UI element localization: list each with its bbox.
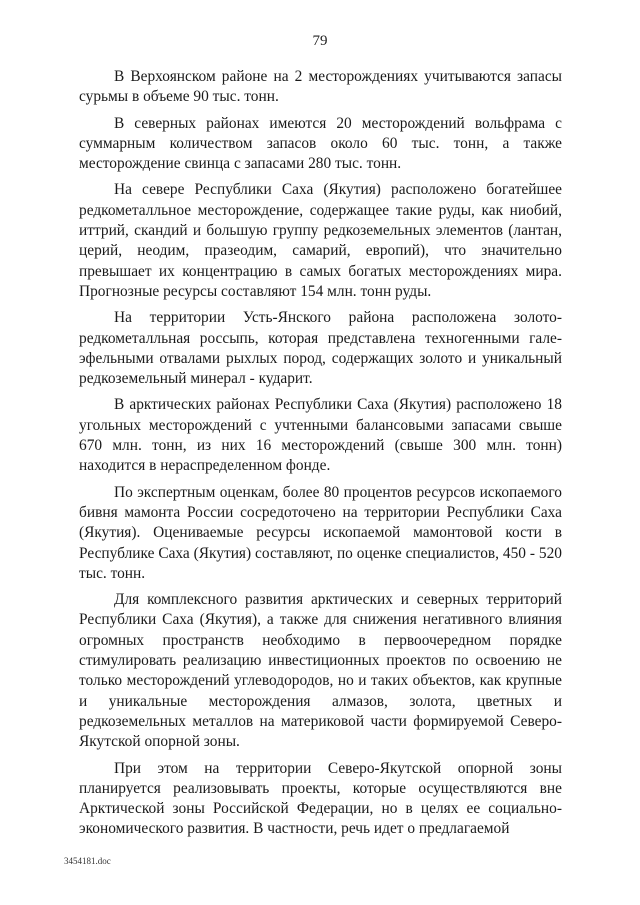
page-number: 79 xyxy=(312,33,328,49)
paragraph-north-yakutsk-zone: При этом на территории Северо-Якутской опорной зоны планируется реализовывать проекты, которые осуществляются вне Арктической зоны Российской Федерации, но в целях ее социально-экономического развития. В частности, речь идет о предлагаемой xyxy=(79,759,562,838)
paragraph-mammoth-ivory: По экспертным оценкам, более 80 процентов ресурсов ископаемого бивня мамонта России сосредоточено на территории Республики Саха (Якутия). Оцениваемые ресурсы ископаемой мамонтовой кости в Республике Саха (Якутия) составляют, по оценке специалистов, 450 - 520 тыс. тонн. xyxy=(79,483,562,582)
paragraph-coal-deposits: В арктических районах Республики Саха (Якутия) расположено 18 угольных месторождений с учтенными балансовыми запасами свыше 670 млн. тонн, из них 16 месторождений (свыше 300 млн. тонн) находится в нераспределенном фонде. xyxy=(79,396,562,475)
document-body xyxy=(79,67,562,846)
paragraph-ust-yansky: На территории Усть-Янского района расположена золото-редкометалльная россыпь, которая представлена техногенными гале-эфельными отвалами рыхлых пород, содержащих золото и уникальный редкоземельный минерал - кударит. xyxy=(79,309,562,388)
paragraph-investment-projects: Для комплексного развития арктических и северных территорий Республики Саха (Якутия), а также для снижения негативного влияния огромных пространств необходимо в первоочередном порядке стимулировать реализацию инвестиционных проектов по освоению не только месторождений углеводородов, но и таких объектов, как крупные и уникальные месторождения алмазов, золота, цветных и редкоземельных металлов на материковой части формируемой Северо-Якутской опорной зоны. xyxy=(79,591,562,751)
footer-filename: 3454181.doc xyxy=(64,856,111,866)
paragraph-antimony: В Верхоянском районе на 2 месторождениях учитываются запасы сурьмы в объеме 90 тыс. тонн. xyxy=(79,68,562,106)
paragraph-tungsten: В северных районах имеются 20 месторождений вольфрама с суммарным количеством запасов около 60 тыс. тонн, а также месторождение свинца с запасами 280 тыс. тонн. xyxy=(79,114,562,173)
paragraph-rare-metal-deposit: На севере Республики Саха (Якутия) расположено богатейшее редкометалльное месторождение, содержащее такие руды, как ниобий, иттрий, скандий и большую группу редкоземельных элементов (лантан, церий, неодим, празеодим, самарий, европий), что значительно превышает их концентрацию в самых богатых месторождениях мира. Прогнозные ресурсы составляют 154 млн. тонн руды. xyxy=(79,181,562,300)
